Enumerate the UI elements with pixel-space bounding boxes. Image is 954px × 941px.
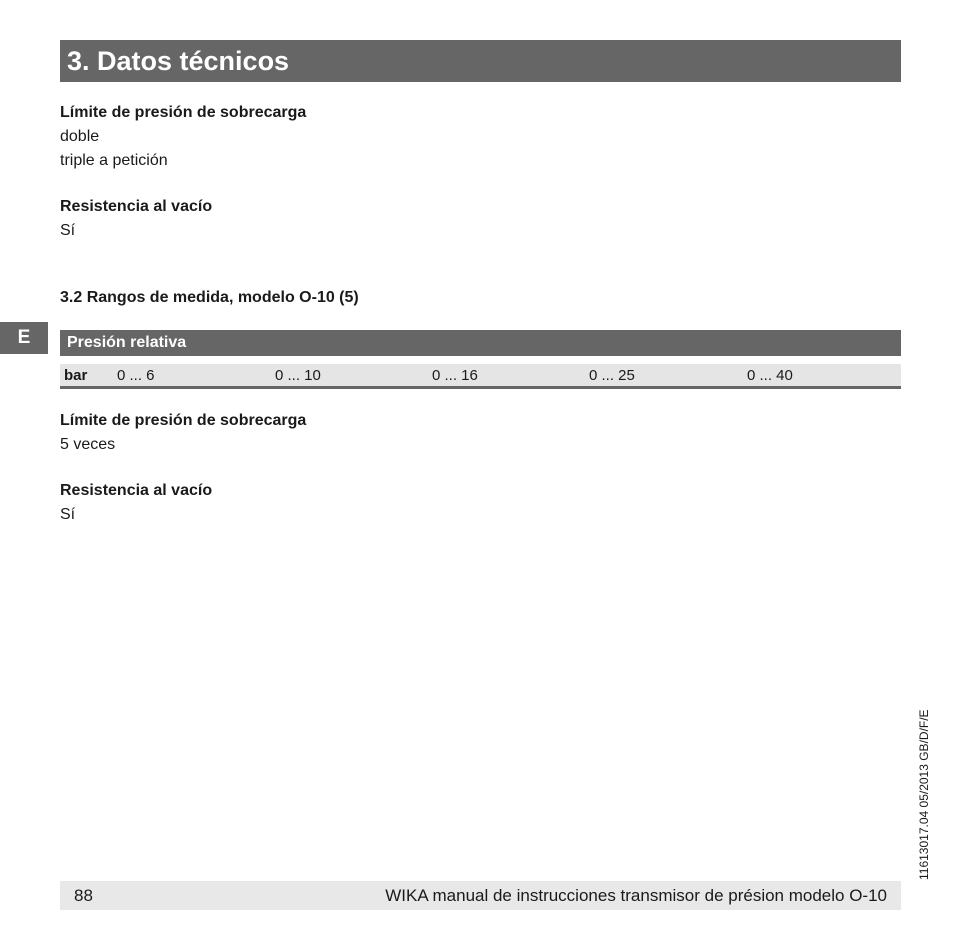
vacuum-resistance-block-2	[60, 479, 212, 527]
range-cell: 0 ... 6	[117, 367, 155, 384]
vacuum-resistance-label-2: Resistencia al vacío	[60, 482, 213, 499]
range-cell: 0 ... 40	[747, 367, 793, 384]
overload-limit-block	[60, 101, 306, 173]
vacuum-resistance-value-2: Sí	[60, 506, 76, 523]
vacuum-resistance-label: Resistencia al vacío	[60, 198, 213, 215]
vacuum-resistance-block	[60, 195, 212, 243]
table-header: Presión relativa	[60, 330, 901, 356]
document-code: 11613017.04 05/2013 GB/D/F/E	[917, 709, 931, 880]
page-number: 88	[74, 886, 93, 905]
vacuum-resistance-value: Sí	[60, 222, 76, 239]
page-footer	[60, 881, 901, 910]
table-row	[60, 364, 901, 389]
overload-limit-value-2: triple a petición	[60, 152, 168, 169]
subsection-title: 3.2 Rangos de medida, modelo O-10 (5)	[60, 289, 359, 306]
table-unit: bar	[64, 367, 88, 384]
language-tab: E	[0, 322, 48, 354]
section-title: 3. Datos técnicos	[60, 40, 901, 82]
range-cell: 0 ... 10	[275, 367, 321, 384]
overload-limit-label: Límite de presión de sobrecarga	[60, 104, 307, 121]
overload-limit-value-1: doble	[60, 128, 100, 145]
overload-limit-label-2: Límite de presión de sobrecarga	[60, 412, 307, 429]
footer-text: WIKA manual de instrucciones transmisor de présion modelo O-10	[385, 886, 887, 905]
range-cell: 0 ... 25	[589, 367, 635, 384]
overload-limit-block-2	[60, 409, 306, 457]
overload-limit-value-3: 5 veces	[60, 436, 116, 453]
range-cell: 0 ... 16	[432, 367, 478, 384]
